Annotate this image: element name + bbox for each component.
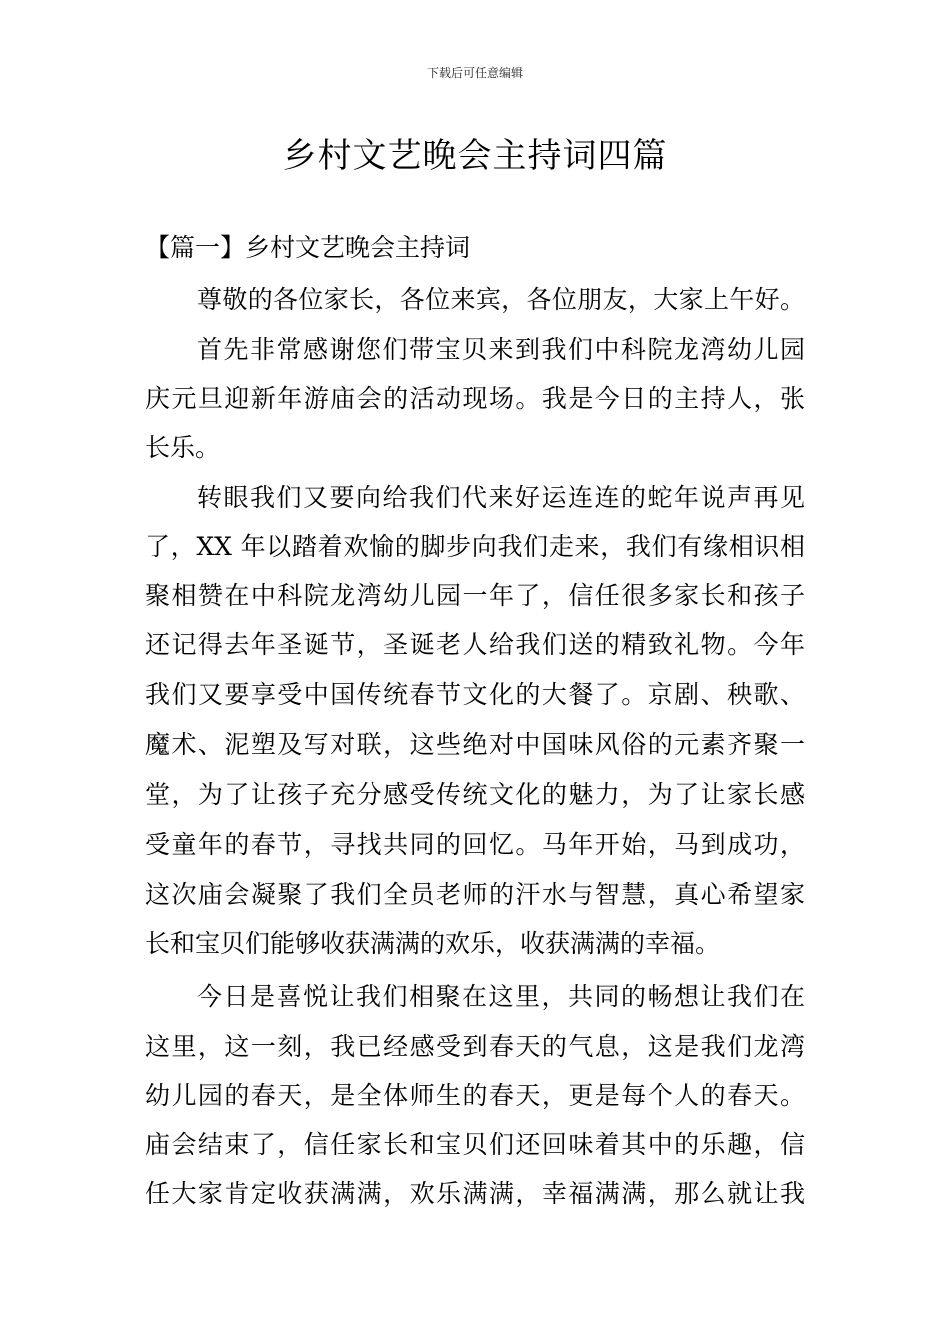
header-note: 下载后可任意编辑 bbox=[426, 66, 523, 80]
section-heading: 【篇一】乡村文艺晚会主持词 bbox=[145, 233, 471, 262]
paragraph-line: 还记得去年圣诞节，圣诞老人给我们送的精致礼物。今年 bbox=[145, 630, 805, 659]
paragraph-line: 今日是喜悦让我们相聚在这里，共同的畅想让我们在 bbox=[197, 982, 805, 1011]
document-title: 乡村文艺晚会主持词四篇 bbox=[282, 136, 668, 176]
paragraph-line: 堂，为了让孩子充分感受传统文化的魅力，为了让家长感 bbox=[145, 780, 805, 809]
paragraph-line: 这里，这一刻，我已经感受到春天的气息，这是我们龙湾 bbox=[145, 1032, 805, 1061]
paragraph-line: 尊敬的各位家长，各位来宾，各位朋友，大家上午好。 bbox=[197, 285, 805, 314]
paragraph-line: 长和宝贝们能够收获满满的欢乐，收获满满的幸福。 bbox=[145, 929, 721, 958]
paragraph-line: 我们又要享受中国传统春节文化的大餐了。京剧、秧歌、 bbox=[145, 680, 805, 709]
paragraph-line: 转眼我们又要向给我们代来好运连连的蛇年说声再见 bbox=[197, 483, 805, 512]
paragraph-line: 庙会结束了，信任家长和宝贝们还回味着其中的乐趣，信 bbox=[145, 1130, 805, 1159]
paragraph-line: 受童年的春节，寻找共同的回忆。马年开始，马到成功， bbox=[145, 830, 805, 859]
paragraph-line: 长乐。 bbox=[145, 433, 221, 462]
paragraph-line: 这次庙会凝聚了我们全员老师的汗水与智慧，真心希望家 bbox=[145, 880, 805, 909]
paragraph-line: 魔术、泥塑及写对联，这些绝对中国味风俗的元素齐聚一 bbox=[145, 730, 805, 759]
paragraph-line: 任大家肯定收获满满，欢乐满满，幸福满满，那么就让我 bbox=[145, 1179, 805, 1208]
paragraph-line: 了，XX 年以踏着欢愉的脚步向我们走来，我们有缘相识相 bbox=[145, 532, 805, 561]
paragraph-line: 聚相赞在中科院龙湾幼儿园一年了，信任很多家长和孩子 bbox=[145, 581, 805, 610]
paragraph-line: 庆元旦迎新年游庙会的活动现场。我是今日的主持人，张 bbox=[145, 384, 805, 413]
paragraph-line: 首先非常感谢您们带宝贝来到我们中科院龙湾幼儿园 bbox=[197, 335, 805, 364]
paragraph-line: 幼儿园的春天，是全体师生的春天，更是每个人的春天。 bbox=[145, 1081, 805, 1110]
